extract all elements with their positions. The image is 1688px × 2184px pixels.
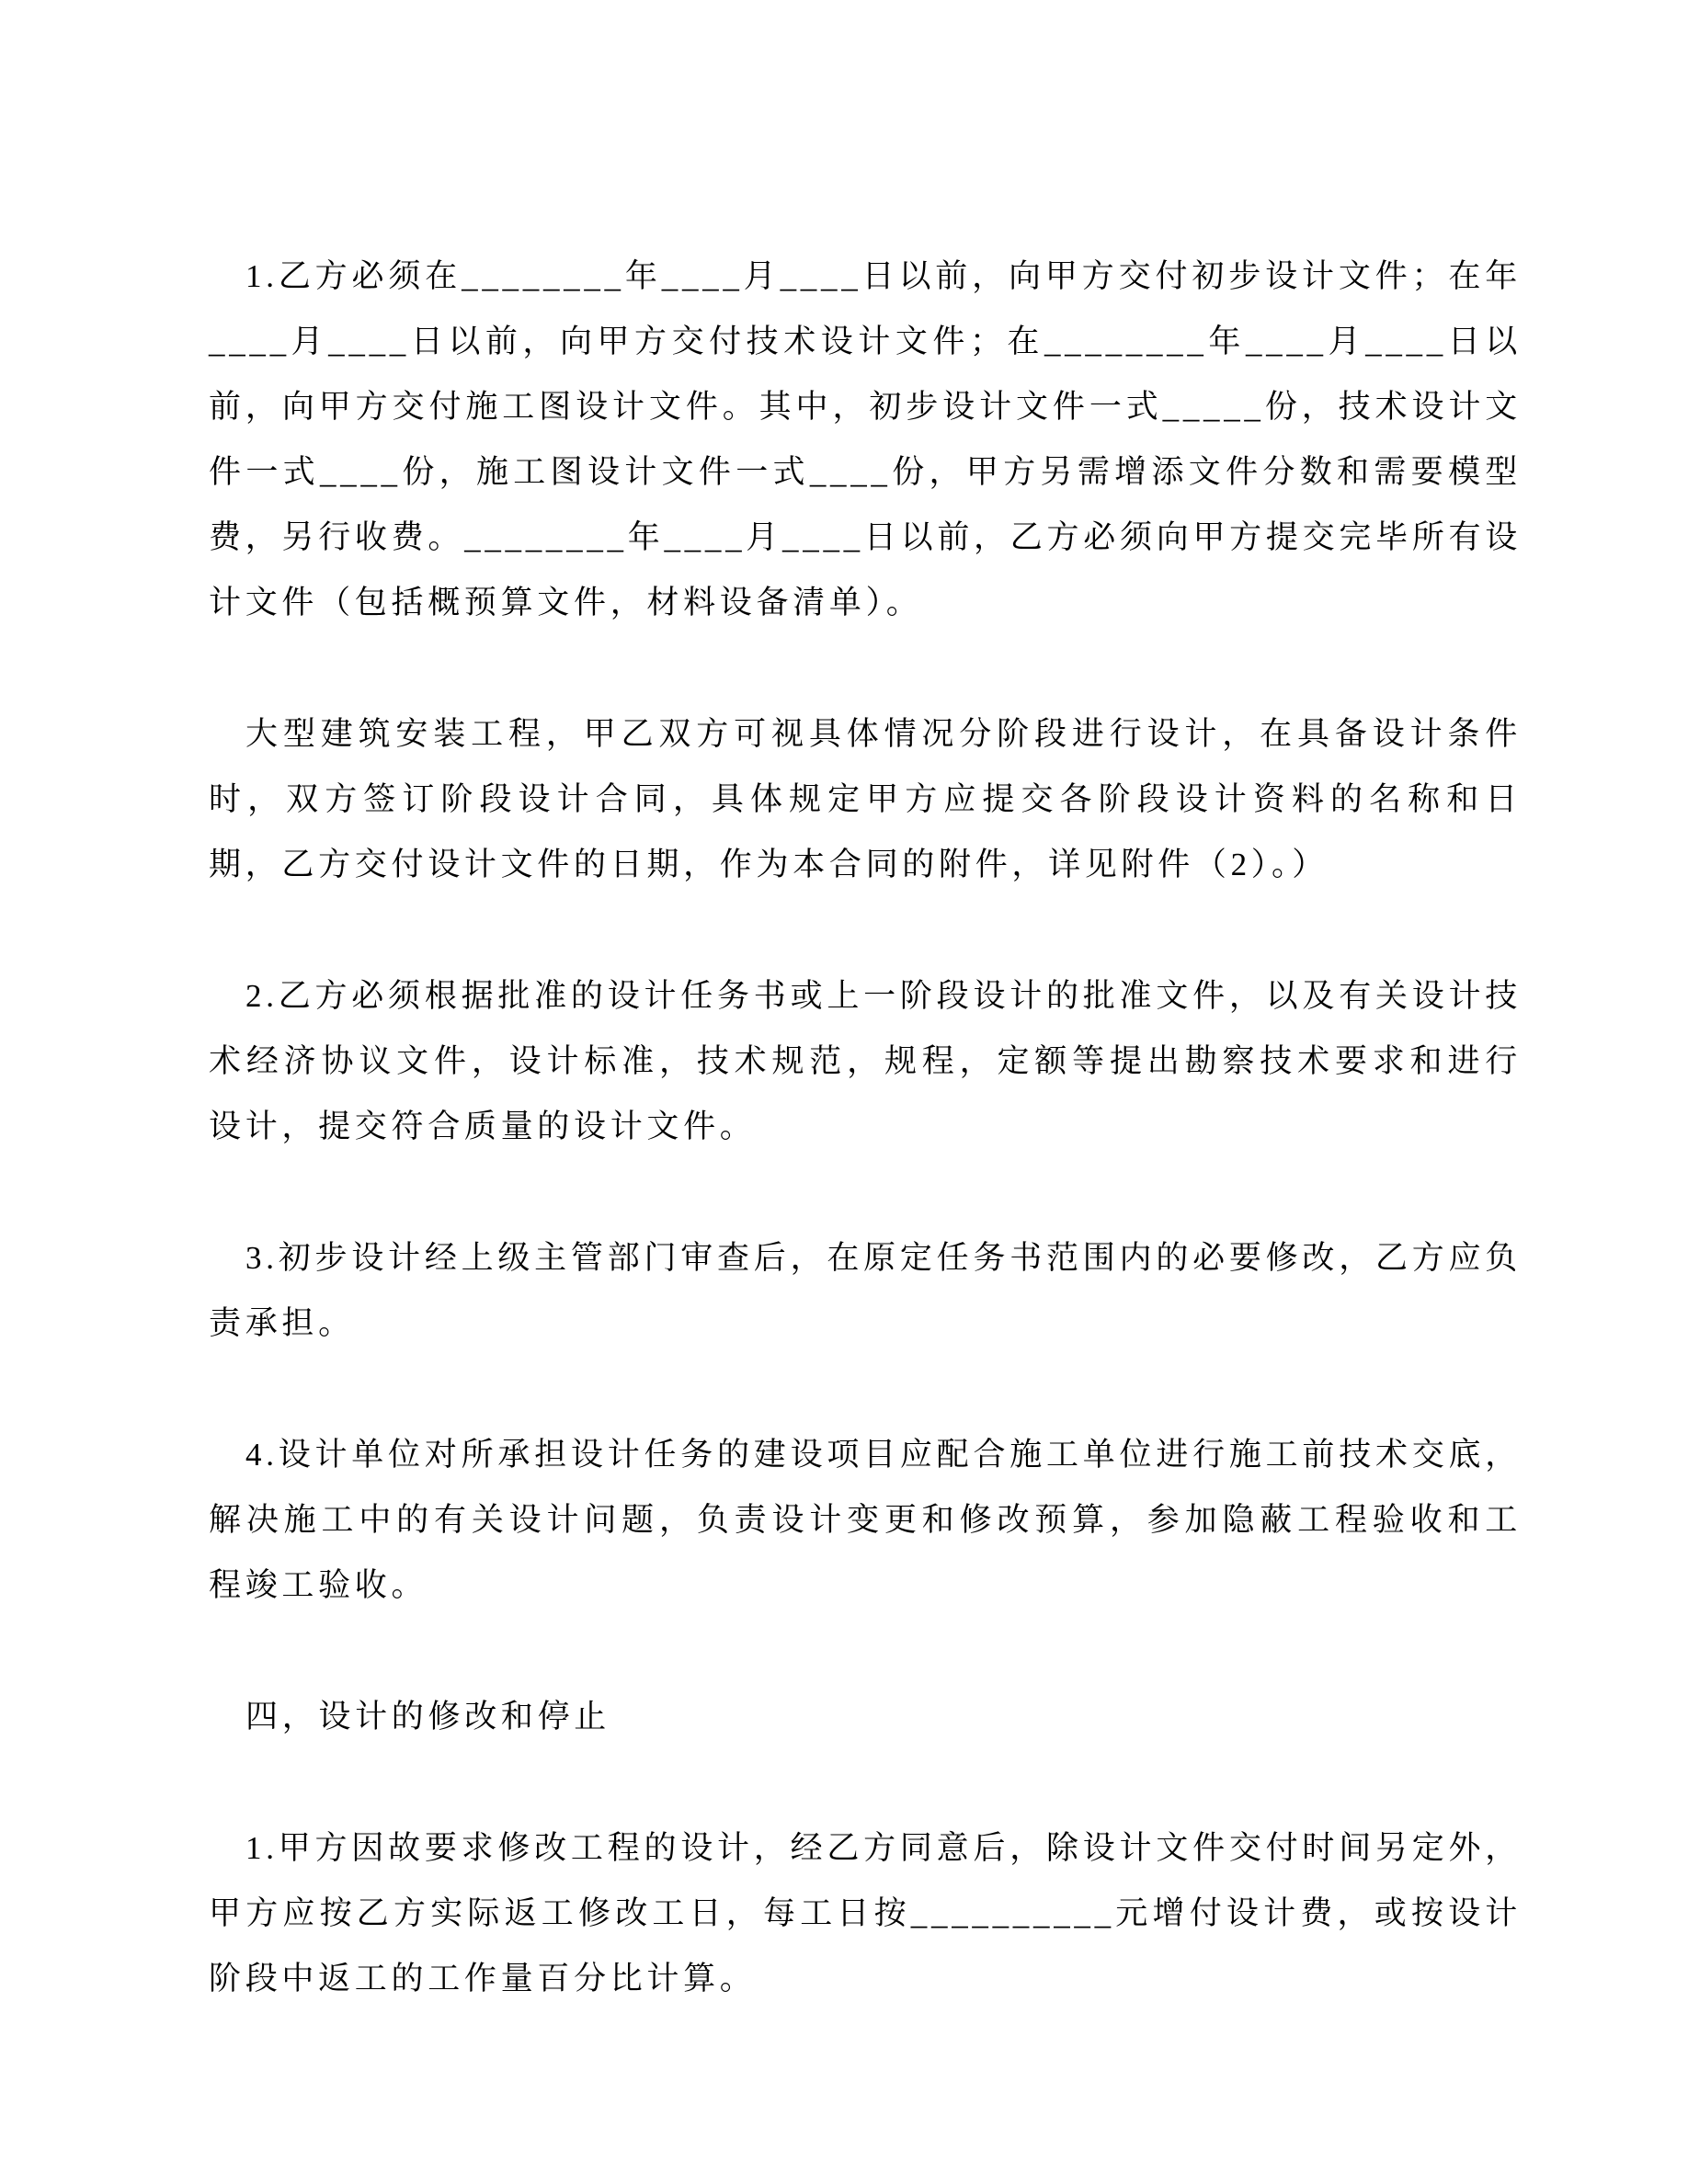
- clause-2-design-basis: 2.乙方必须根据批准的设计任务书或上一阶段设计的批准文件，以及有关设计技术经济协议文件，设计标准，技术规范，规程，定额等提出勘察技术要求和进行设计，提交符合质量的设计文件。: [209, 978, 1522, 1144]
- para-staged-design: 大型建筑安装工程，甲乙双方可视具体情况分阶段进行设计，在具备设计条件时，双方签订阶段设计合同，具体规定甲方应提交各阶段设计资料的名称和日期，乙方交付设计文件的日期，作为本合同的附件，详见附件（2）。）: [209, 716, 1522, 882]
- clause-3-revision-responsibility: 3.初步设计经上级主管部门审查后，在原定任务书范围内的必要修改，乙方应负责承担。: [209, 1240, 1522, 1341]
- clause-owner-requested-modification: 1.甲方因故要求修改工程的设计，经乙方同意后，除设计文件交付时间另定外，甲方应按乙方实际返工修改工日，每工日按__________元增付设计费，或按设计阶段中返工的工作量百分比计算。: [209, 1830, 1522, 1996]
- clause-4-construction-cooperation: 4.设计单位对所承担设计任务的建设项目应配合施工单位进行施工前技术交底，解决施工中的有关设计问题，负责设计变更和修改预算，参加隐蔽工程验收和工程竣工验收。: [209, 1437, 1522, 1603]
- section-heading-design-modification: 四，设计的修改和停止: [245, 1699, 611, 1735]
- clause-1-delivery-schedule: 1.乙方必须在________年____月____日以前，向甲方交付初步设计文件；在年____月____日以前，向甲方交付技术设计文件；在________年____月____日以前，向甲方交付施工图设计文件。其中，初步设计文件一式_____份，技术设计文件一式____份，施工图设计文件一式____份，甲方另需增添文件分数和需要模型费，另行收费。________年____月____日以前，乙方必须向甲方提交完毕所有设计文件（包括概预算文件，材料设备清单）。: [209, 258, 1522, 620]
